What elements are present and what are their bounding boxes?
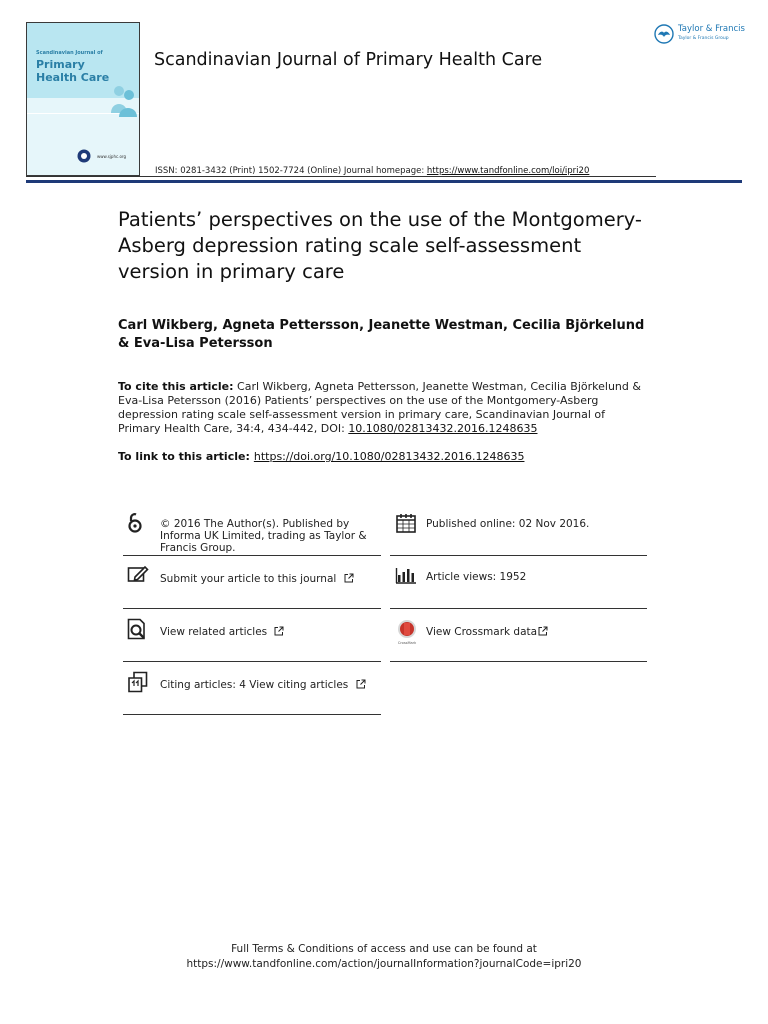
article-title: Patients’ perspectives on the use of the Montgomery-Asberg depression rating scale self-assessment version in primary care	[118, 208, 642, 283]
link-label: To link to this article:	[118, 450, 250, 463]
cover-title	[36, 58, 109, 84]
related-articles-text: View related articles	[160, 626, 268, 638]
publisher-logo[interactable]	[654, 22, 750, 48]
journal-cover-image	[26, 22, 140, 176]
article-link-line	[118, 450, 524, 464]
external-link-icon	[274, 626, 284, 636]
crossmark-badge-label: CrossMark	[397, 641, 417, 645]
external-link-icon	[356, 679, 366, 689]
article-views: Article views: 1952	[426, 571, 527, 583]
crossmark-text: View Crossmark data	[426, 626, 538, 638]
people-icon	[109, 83, 137, 117]
terms-url[interactable]: https://www.tandfonline.com/action/journalInformation?journalCode=ipri20	[186, 958, 582, 970]
publisher-name: Taylor & Francis	[678, 24, 745, 34]
crossmark-link[interactable]	[426, 626, 548, 638]
citation-text: Carl Wikberg, Agneta Pettersson, Jeanette Westman, Cecilia Björkelund & Eva-Lisa Petersson (2016) Patients’ perspectives on the use of the Montgomery-Asberg depression rating scale self-assessment version in primary care, Scandinavian Journal of Primary Health Care, 34:4, 434-442, DOI:	[118, 380, 641, 435]
publisher-sub: Taylor & Francis Group	[678, 36, 729, 41]
submit-article-text: Submit your article to this journal	[160, 573, 337, 585]
bar-chart-icon	[395, 564, 417, 586]
grid-divider	[123, 661, 381, 662]
issn-text: ISSN: 0281-3432 (Print) 1502-7724 (Online) Journal homepage:	[155, 166, 427, 176]
edit-icon	[127, 564, 149, 586]
citation-label: To cite this article:	[118, 380, 234, 393]
external-link-icon	[538, 626, 548, 636]
terms-footer	[0, 942, 768, 972]
grid-divider	[123, 608, 381, 609]
terms-line: Full Terms & Conditions of access and use can be found at	[231, 943, 537, 955]
citing-articles-link[interactable]	[160, 679, 366, 691]
open-access-icon	[124, 512, 146, 534]
article-authors: Carl Wikberg, Agneta Pettersson, Jeanette Westman, Cecilia Björkelund & Eva-Lisa Petersson	[118, 318, 645, 351]
header-rule	[26, 180, 742, 183]
publisher-seal-icon	[77, 149, 91, 163]
citation-block	[118, 380, 648, 436]
cover-url: www.sjphc.org	[97, 154, 127, 159]
grid-divider	[390, 608, 647, 609]
grid-divider	[390, 661, 647, 662]
grid-divider	[123, 714, 381, 715]
article-doi-url[interactable]: https://doi.org/10.1080/02813432.2016.1248635	[253, 450, 525, 463]
published-date: Published online: 02 Nov 2016.	[426, 518, 590, 530]
crossmark-icon[interactable]	[396, 619, 418, 641]
journal-title: Scandinavian Journal of Primary Health Care	[154, 50, 543, 70]
taylor-francis-logo-icon	[654, 24, 674, 44]
cover-small-title: Scandinavian Journal of	[36, 50, 103, 56]
header-thin-rule	[26, 176, 656, 177]
license-text: © 2016 The Author(s). Published by Informa UK Limited, trading as Taylor & Francis Group.	[160, 518, 367, 554]
cover-title-line1: Primary	[36, 58, 85, 71]
calendar-icon	[395, 512, 417, 534]
external-link-icon	[344, 573, 354, 583]
citing-articles-icon	[127, 671, 149, 693]
related-search-icon	[127, 618, 149, 640]
journal-homepage-link[interactable]: https://www.tandfonline.com/loi/ipri20	[426, 166, 590, 176]
grid-divider	[390, 555, 647, 556]
issn-line	[155, 166, 589, 176]
doi-link[interactable]: 10.1080/02813432.2016.1248635	[348, 422, 538, 435]
related-articles-link[interactable]	[160, 626, 284, 638]
grid-divider	[123, 555, 381, 556]
submit-article-link[interactable]	[160, 573, 354, 585]
cover-title-line2: Health Care	[36, 71, 110, 84]
citing-articles-text: Citing articles: 4 View citing articles	[160, 679, 349, 691]
